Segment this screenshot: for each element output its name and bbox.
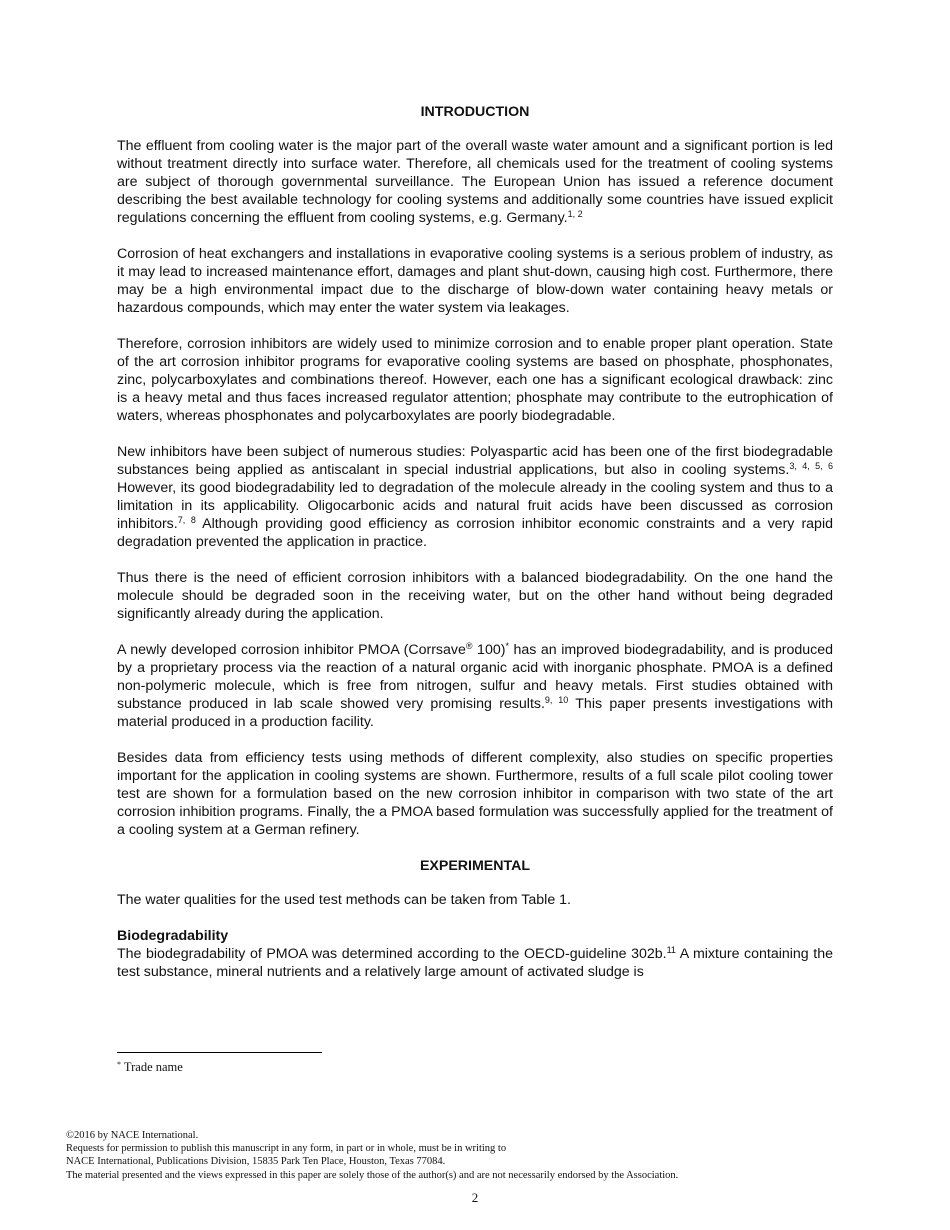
footnote-mark: * — [505, 641, 509, 651]
footnote-mark: * — [117, 1060, 121, 1069]
intro-paragraph-2: Corrosion of heat exchangers and installations in evaporative cooling systems is a serious problem of industry, as it may lead to increased maintenance effort, damages and plant shut-down, causing high cost. Furthermore, there may be a high environmental impact due to the discharge of blow-down water containing heavy metals or hazardous compounds, which may enter the water system via leakages. — [117, 246, 833, 316]
citation-ref: 9, 10 — [544, 695, 569, 705]
citation-ref: 3, 4, 5, 6 — [789, 461, 833, 471]
intro-paragraph-5: Thus there is the need of efficient corrosion inhibitors with a balanced biodegradability. On the one hand the molecule should be degraded soon in the receiving water, but on the other hand without being degraded significantly already during the application. — [117, 570, 833, 622]
experimental-paragraph-1: The water qualities for the used test methods can be taken from Table 1. — [117, 892, 571, 908]
intro-paragraph-3: Therefore, corrosion inhibitors are widely used to minimize corrosion and to enable proper plant operation. State of the art corrosion inhibitor programs for evaporative cooling systems are based on phosphate, phosphonates, zinc, polycarboxylates and combinations thereof. However, each one has a significant ecological drawback: zinc is a heavy metal and thus faces increased regulator attention; phosphate may contribute to the eutrophication of waters, whereas phosphonates and polycarboxylates are poorly biodegradable. — [117, 336, 833, 424]
copyright-line: Requests for permission to publish this manuscript in any form, in part or in whole, must be in writing to — [66, 1143, 507, 1155]
intro-paragraph-7: Besides data from efficiency tests using methods of different complexity, also studies on specific properties important for the application in cooling systems are shown. Furthermore, results of a full scale pilot cooling tower test are shown for a formulation based on the new corrosion inhibitor in comparison with two state of the art corrosion inhibition programs. Finally, the a PMOA based formulation was successfully applied for the treatment of a cooling system at a German refinery. — [117, 750, 833, 838]
intro-paragraph-4: New inhibitors have been subject of numerous studies: Polyaspartic acid has been one of the first biodegradable substances being applied as antiscalant in special industrial applications, but also in cooling systems.$^{3, 4, 5, 6}$ However, its good biodegradability led to degradation of the molecule already in the cooling system and thus to a limitation in its applicability. Oligocarbonic acids and natural fruit acids have been discussed as corrosion inhibitors.$^{7, 8}$ Although providing good efficiency as corrosion inhibitor economic constraints and a very rapid degradation prevented the application in practice. — [117, 444, 833, 550]
footnote-divider — [117, 1052, 322, 1053]
section-heading-experimental: EXPERIMENTAL — [419, 858, 531, 874]
intro-paragraph-6: A newly developed corrosion inhibitor PMOA (Corrsave® 100)* has an improved biodegradability, and is produced by a proprietary process via the reaction of a natural organic acid with inorganic phosphate. PMOA is a defined non-polymeric molecule, which is free from nitrogen, sulfur and heavy metals. First studies obtained with substance produced in lab scale showed very promising results.$^{9, 10}$ This paper presents investigations with material produced in a production facility. — [117, 641, 833, 730]
footnote: * Trade name — [117, 1060, 183, 1074]
citation-ref: 7, 8 — [177, 515, 196, 525]
experimental-paragraph-2: The biodegradability of PMOA was determined according to the OECD-guideline 302b.$^{11}$ A mixture containing the test substance, mineral nutrients and a relatively large amount of activated sludge is — [117, 945, 833, 980]
copyright-line: NACE International, Publications Division, 15835 Park Ten Place, Houston, Texas 77084. — [66, 1156, 446, 1168]
body-content — [117, 103, 833, 999]
section-heading-introduction: INTRODUCTION — [420, 104, 530, 120]
copyright-line: ©2016 by NACE International. — [66, 1130, 199, 1141]
citation-ref: 11 — [666, 945, 676, 955]
citation-ref: 1, 2 — [567, 209, 583, 219]
copyright-notice — [66, 1129, 866, 1182]
subheading-biodegradability: Biodegradability — [117, 928, 229, 944]
intro-paragraph-1: The effluent from cooling water is the major part of the overall waste water amount and a significant portion is led without treatment directly into surface water. Therefore, all chemicals used for the treatment of cooling systems are subject of thorough governmental surveillance. The European Union has issued a reference document describing the best available technology for cooling systems and additionally some countries have issued explicit regulations concerning the effluent from cooling systems, e.g. Germany.$^{1, 2}$ — [117, 138, 833, 226]
registered-mark: ® — [465, 641, 473, 651]
copyright-line: The material presented and the views expressed in this paper are solely those of the author(s) and are not necessarily endorsed by the Association. — [66, 1169, 679, 1181]
page-number: 2 — [471, 1190, 479, 1205]
